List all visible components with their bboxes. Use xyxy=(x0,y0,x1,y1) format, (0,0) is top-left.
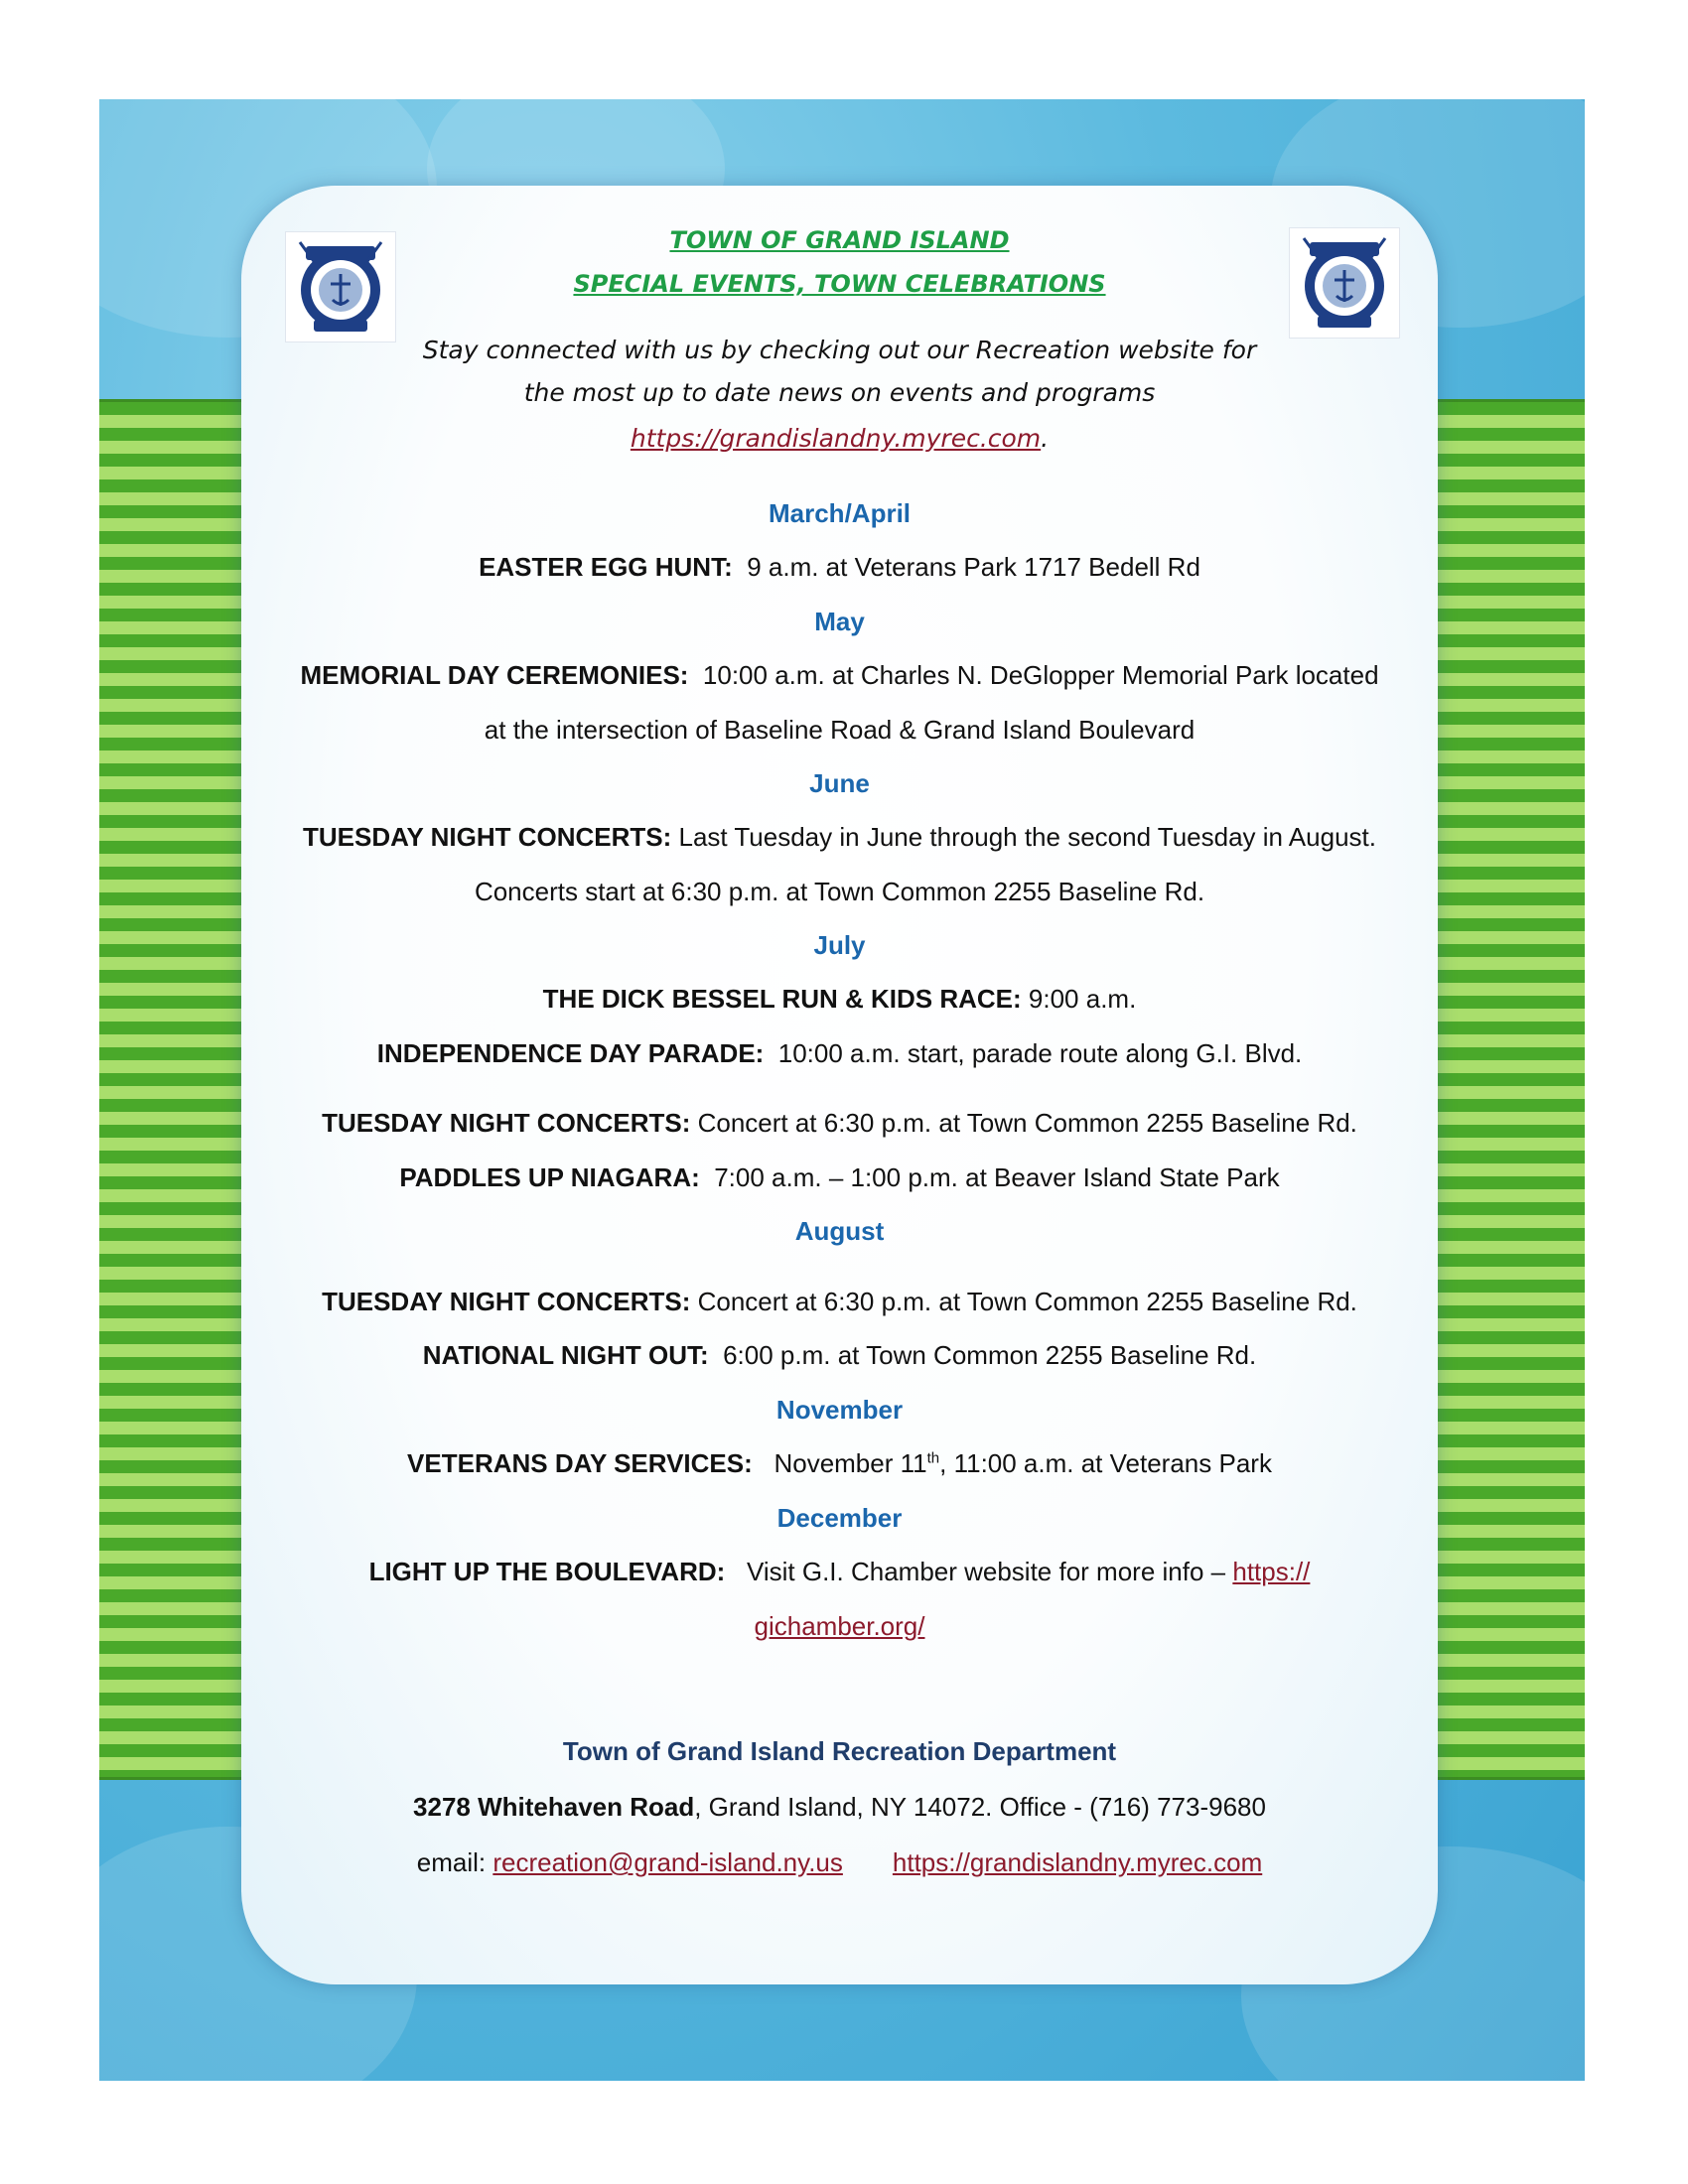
event-name: TUESDAY NIGHT CONCERTS: xyxy=(322,1287,691,1316)
event-night-out xyxy=(241,1340,1438,1371)
event-detail-continued: at the intersection of Baseline Road & Grand Island Boulevard xyxy=(484,715,1196,745)
address-line xyxy=(241,1792,1438,1823)
event-parade xyxy=(241,1038,1438,1069)
month-heading: November xyxy=(775,1395,904,1425)
month-heading: August xyxy=(794,1216,885,1246)
intro-link-line xyxy=(241,424,1438,453)
flyer-subtitle: SPECIAL EVENTS, TOWN CELEBRATIONS xyxy=(573,270,1106,298)
footer-website-link[interactable]: https://grandislandny.myrec.com xyxy=(892,1847,1263,1877)
email-label: email: xyxy=(416,1847,493,1877)
flyer-title: TOWN OF GRAND ISLAND xyxy=(669,226,1010,254)
department-name: Town of Grand Island Recreation Department xyxy=(562,1736,1117,1766)
event-name: THE DICK BESSEL RUN & KIDS RACE: xyxy=(542,984,1022,1014)
event-name: PADDLES UP NIAGARA: xyxy=(399,1162,700,1192)
event-tuesday-concerts-august xyxy=(241,1287,1438,1317)
event-detail: Concert at 6:30 p.m. at Town Common 2255 Baseline Rd. xyxy=(690,1287,1357,1316)
event-name: EASTER EGG HUNT: xyxy=(479,552,733,582)
event-detail-continued: Concerts start at 6:30 p.m. at Town Common 2255 Baseline Rd. xyxy=(474,877,1205,906)
event-name: MEMORIAL DAY CEREMONIES: xyxy=(300,660,689,690)
content-panel xyxy=(241,186,1438,1984)
chamber-link-continued xyxy=(241,1611,1438,1642)
event-detail: November 11 xyxy=(752,1448,927,1478)
event-memorial xyxy=(241,660,1438,691)
event-detail: 7:00 a.m. – 1:00 p.m. at Beaver Island State Park xyxy=(699,1162,1280,1192)
event-detail: 10:00 a.m. start, parade route along G.I. Blvd. xyxy=(764,1038,1303,1068)
event-tuesday-concerts-july xyxy=(241,1108,1438,1139)
event-detail: 9 a.m. at Veterans Park 1717 Bedell Rd xyxy=(732,552,1200,582)
event-name: INDEPENDENCE DAY PARADE: xyxy=(376,1038,765,1068)
email-link[interactable]: recreation@grand-island.ny.us xyxy=(492,1847,843,1877)
ordinal-suffix: th xyxy=(926,1449,940,1467)
website-link[interactable]: https://grandislandny.myrec.com xyxy=(630,424,1042,453)
event-detail: 6:00 p.m. at Town Common 2255 Baseline Rd. xyxy=(708,1340,1257,1370)
intro-text: Stay connected with us by checking out our Recreation website for xyxy=(422,336,1257,364)
intro-link-trail: . xyxy=(1041,424,1050,453)
event-detail: 10:00 a.m. at Charles N. DeGlopper Memorial Park located xyxy=(688,660,1379,690)
chamber-link[interactable]: gichamber.org/ xyxy=(754,1611,925,1641)
email-line xyxy=(241,1847,1438,1878)
event-paddles xyxy=(241,1162,1438,1193)
address-street: 3278 Whitehaven Road xyxy=(413,1792,695,1822)
month-heading: May xyxy=(814,607,865,636)
month-heading: June xyxy=(809,768,870,798)
event-tuesday-concerts-june xyxy=(241,822,1438,853)
address-rest: , Grand Island, NY 14072. Office - (716) 773-9680 xyxy=(694,1792,1266,1822)
event-name: NATIONAL NIGHT OUT: xyxy=(422,1340,709,1370)
event-bessel-run xyxy=(241,984,1438,1015)
event-name: LIGHT UP THE BOULEVARD: xyxy=(368,1557,726,1586)
event-veterans-day xyxy=(241,1448,1438,1479)
event-name: TUESDAY NIGHT CONCERTS: xyxy=(322,1108,691,1138)
event-detail: 9:00 a.m. xyxy=(1021,984,1137,1014)
event-easter xyxy=(241,552,1438,583)
month-heading: December xyxy=(776,1503,903,1533)
event-detail-end: , 11:00 a.m. at Veterans Park xyxy=(939,1448,1272,1478)
event-detail: Last Tuesday in June through the second Tuesday in August. xyxy=(671,822,1376,852)
event-name: VETERANS DAY SERVICES: xyxy=(407,1448,753,1478)
event-detail: Concert at 6:30 p.m. at Town Common 2255 Baseline Rd. xyxy=(690,1108,1357,1138)
event-name: TUESDAY NIGHT CONCERTS: xyxy=(303,822,672,852)
month-heading: July xyxy=(813,930,866,960)
event-light-up-boulevard xyxy=(241,1557,1438,1587)
chamber-link[interactable]: https:// xyxy=(1232,1557,1311,1586)
intro-text: the most up to date news on events and programs xyxy=(523,378,1156,407)
event-detail: Visit G.I. Chamber website for more info – xyxy=(725,1557,1233,1586)
month-heading: March/April xyxy=(768,498,912,528)
